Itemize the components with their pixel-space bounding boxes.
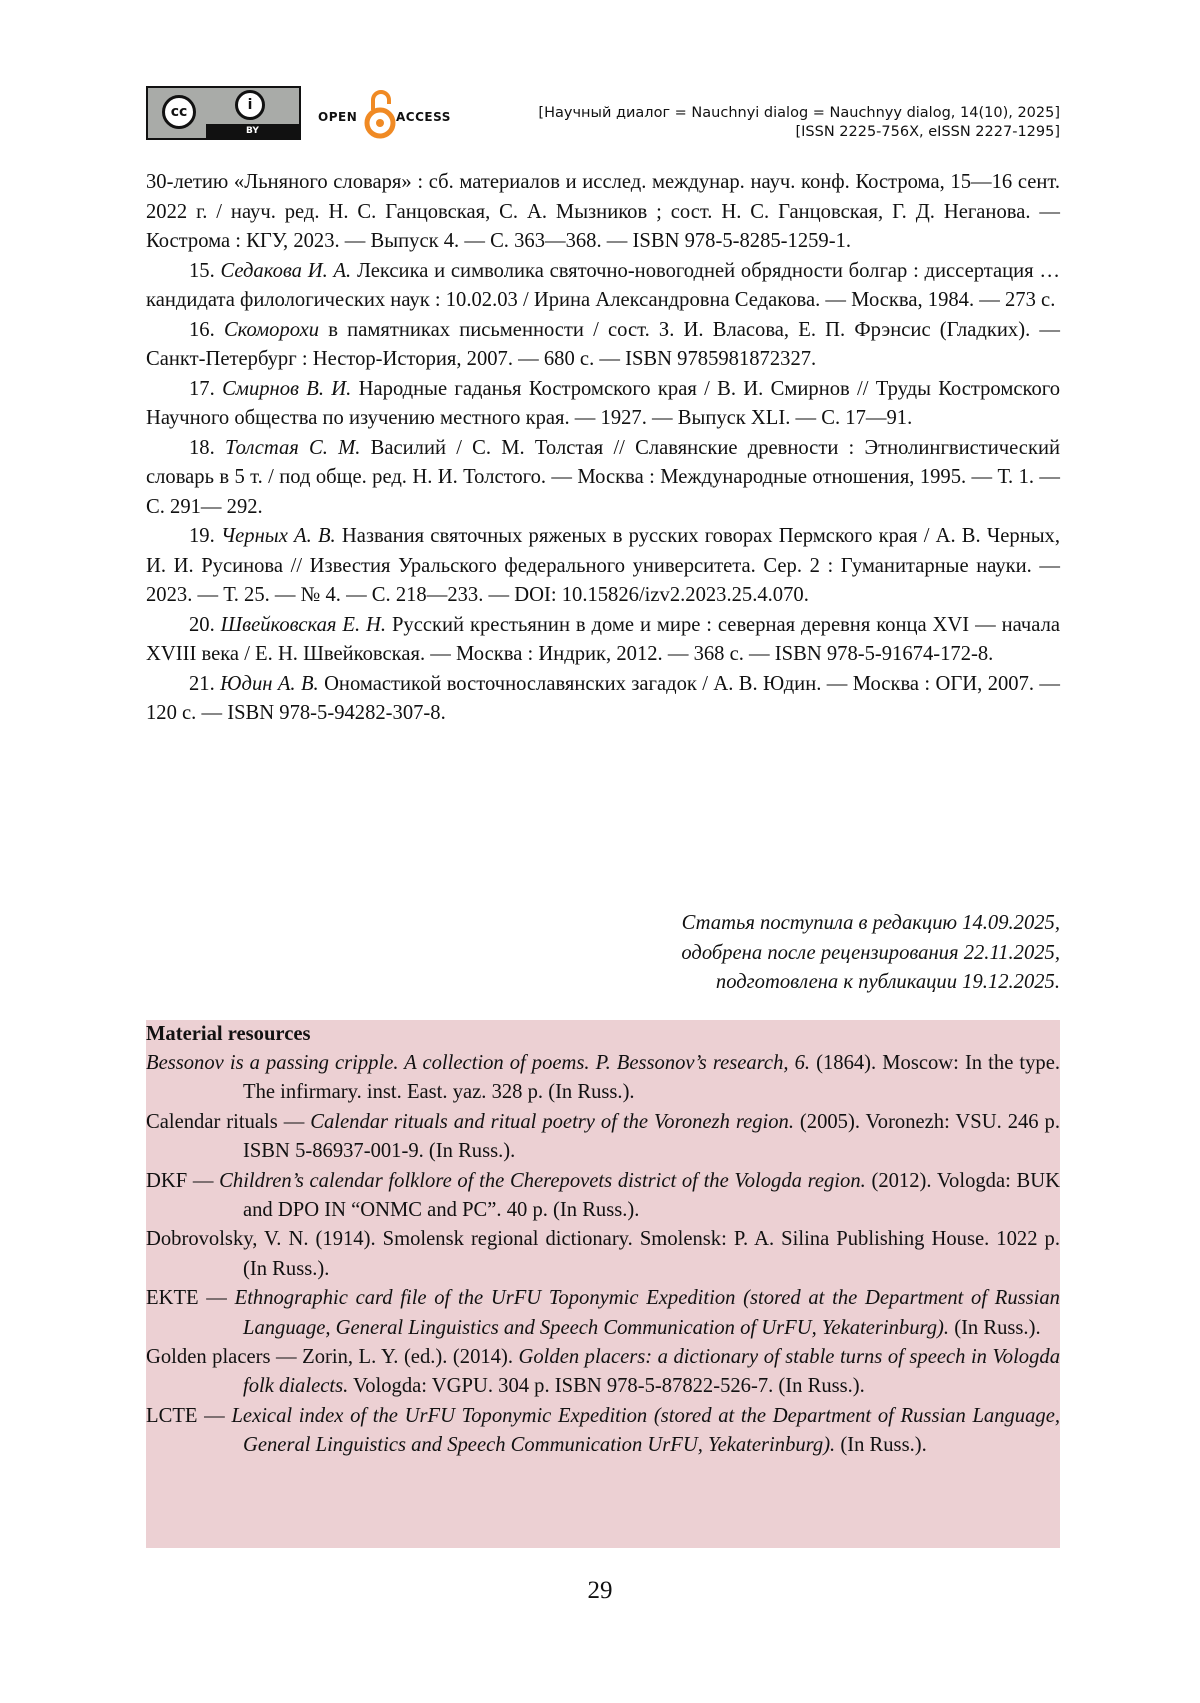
reference-item: 17. Смирнов В. И. Народные гаданья Костромского края / В. И. Смирнов // Труды Костромского Научного общества по изучению местного края. — 1927. — Выпуск XLI. — С. 17—91. xyxy=(146,377,1060,429)
material-entry: DKF — Children’s calendar folklore of the Cherepovets district of the Vologda region. (2012). Vologda: BUK and DPO IN “ONMC and PC”. 40 p. (In Russ.). xyxy=(146,1169,1060,1222)
material-entry: Golden placers — Zorin, L. Y. (ed.). (2014). Golden placers: a dictionary of stable turns of speech in Vologda folk dialects. Vologda: VGPU. 304 p. ISBN 978-5-87822-526-7. (In Russ.). xyxy=(146,1346,1060,1398)
journal-title: [Научный диалог = Nauchnyi dialog = Nauchnyy dialog, 14(10), 2025] xyxy=(538,105,1060,121)
oa-access-text: ACCESS xyxy=(396,110,451,124)
by-label: BY xyxy=(206,124,299,138)
approved-date: одобрена после рецензирования 22.11.2025, xyxy=(681,941,1060,964)
material-entry: Bessonov is a passing cripple. A collection of poems. P. Bessonov’s research, 6. (1864). Moscow: In the type. The infirmary. inst. East. yaz. 328 p. (In Russ.). xyxy=(146,1052,1060,1104)
cc-by-license-badge[interactable] xyxy=(146,86,301,140)
page-number: 29 xyxy=(587,1577,613,1604)
oa-open-text: OPEN xyxy=(318,110,358,124)
reference-author: Юдин А. В. xyxy=(220,672,319,695)
reference-author: Толстая С. М. xyxy=(224,436,361,459)
reference-item: 15. Седакова И. А. Лексика и символика святочно-новогодней обрядности болгар : диссертация … кандидата филологических наук : 10.02.03 / Ирина Александровна Седакова. — Москва, 1984. — 273 с. xyxy=(146,259,1060,311)
material-entry: Calendar rituals — Calendar rituals and ritual poetry of the Voronezh region. (2005). Voronezh: VSU. 246 p. ISBN 5-86937-001-9. (In Russ.). xyxy=(146,1110,1060,1163)
reference-author: Швейковская Е. Н. xyxy=(220,613,387,636)
prepared-date: подготовлена к публикации 19.12.2025. xyxy=(715,971,1060,993)
received-date: Статья поступила в редакцию 14.09.2025, xyxy=(681,912,1060,934)
reference-item: 16. Скоморохи в памятниках письменности / сост. З. И. Власова, Е. П. Фрэнсис (Гладких). — Санкт-Петербург : Нестор-История, 2007. — 680 с. — ISBN 9785981872327. xyxy=(146,318,1060,370)
reference-item: 21. Юдин А. В. Ономастикой восточнославянских загадок / А. В. Юдин. — Москва : ОГИ, 2007. — 120 с. — ISBN 978-5-94282-307-8. xyxy=(146,672,1061,724)
open-access-lock-icon xyxy=(364,88,396,140)
attribution-icon: i xyxy=(235,90,265,120)
reference-list xyxy=(146,168,1060,729)
open-access-logo xyxy=(318,86,468,142)
reference-author: Смирнов В. И. xyxy=(222,377,352,400)
material-entry: EKTE — Ethnographic card file of the UrFU Toponymic Expedition (stored at the Department of Russian Language, General Linguistics and Speech Communication of UrFU, Yekaterinburg). (In Russ.). xyxy=(146,1287,1060,1339)
cc-icon: cc xyxy=(162,95,196,129)
reference-item: 30-летию «Льняного словаря» : сб. материалов и исслед. междунар. науч. конф. Кострома, 15—16 сент. 2022 г. / науч. ред. Н. С. Ганцовская, С. А. Мызников ; сост. Н. С. Ганцовская, Г. Д. Неганова. — Кострома : КГУ, 2023. — Выпуск 4. — С. 363—368. — ISBN 978-5-8285-1259-1. xyxy=(146,171,1060,252)
reference-item: 20. Швейковская Е. Н. Русский крестьянин в доме и мире : северная деревня конца XVI — начала XVIII века / Е. Н. Швейковская. — Москва : Индрик, 2012. — 368 с. — ISBN 978-5-91674-172-8. xyxy=(146,613,1060,665)
reference-item: 19. Черных А. В. Названия святочных ряженых в русских говорах Пермского края / А. В. Черных, И. И. Русинова // Известия Уральского федерального университета. Сер. 2 : Гуманитарные науки. — 2023. — Т. 25. — № 4. — С. 218—233. — DOI: 10.15826/izv2.2023.25.4.070. xyxy=(146,525,1060,606)
material-entry: LCTE — Lexical index of the UrFU Toponymic Expedition (stored at the Department of Russian Language, General Linguistics and Speech Communication UrFU, Yekaterinburg). (In Russ.). xyxy=(146,1404,1060,1457)
material-resources-section xyxy=(146,1020,1060,1548)
article-dates xyxy=(681,909,1060,998)
journal-info xyxy=(538,104,1060,142)
journal-issn: [ISSN 2225-756X, eISSN 2227-1295] xyxy=(795,124,1060,140)
page-header xyxy=(146,84,1060,144)
reference-author: Черных А. В. xyxy=(220,525,336,547)
material-resources-heading: Material resources xyxy=(146,1023,311,1045)
reference-author: Седакова И. А. xyxy=(220,259,352,282)
reference-author: Скоморохи xyxy=(223,318,320,341)
material-entry: Dobrovolsky, V. N. (1914). Smolensk regional dictionary. Smolensk: P. A. Silina Publishing House. 1022 p. (In Russ.). xyxy=(146,1228,1060,1280)
reference-item: 18. Толстая С. М. Василий / С. М. Толстая // Славянские древности : Этнолингвистический словарь в 5 т. / под обще. ред. Н. И. Толстого. — Москва : Международные отношения, 1995. — Т. 1. — С. 291— 292. xyxy=(146,436,1060,518)
